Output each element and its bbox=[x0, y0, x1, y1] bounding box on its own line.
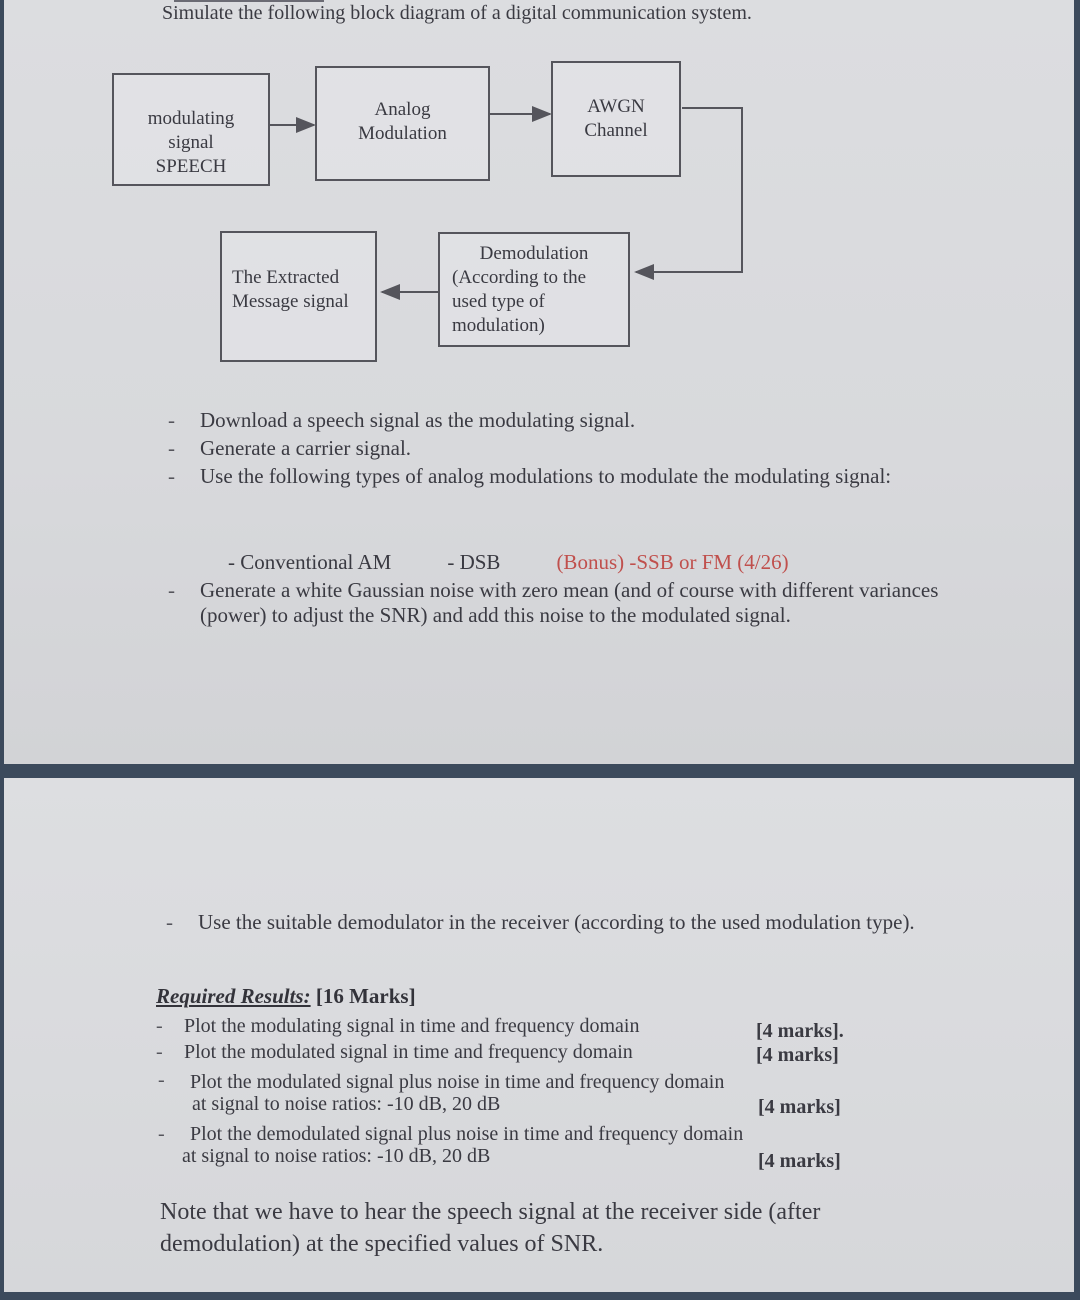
block-modulating-signal bbox=[112, 73, 270, 186]
mod-type-am: - Conventional AM bbox=[228, 550, 392, 574]
document-page-bottom bbox=[4, 778, 1074, 1292]
block-analog-line1: Analog bbox=[374, 99, 431, 120]
mod-type-bonus: (Bonus) -SSB or FM (4/26) bbox=[556, 550, 789, 574]
document-page-top bbox=[4, 0, 1074, 764]
block-demod-line2: (According to the bbox=[452, 267, 587, 288]
bullet-demodulator-text: Use the suitable demodulator in the receiver (according to the used modulation type). bbox=[198, 910, 915, 934]
req-item-1: Plot the modulating signal in time and frequency domain bbox=[184, 1015, 640, 1037]
req-item-1-marks: [4 marks]. bbox=[756, 1020, 844, 1042]
block-demodulation bbox=[438, 232, 630, 347]
req-item-3: Plot the modulated signal plus noise in time and frequency domain bbox=[190, 1071, 725, 1093]
bullet-demodulator bbox=[162, 910, 922, 935]
bullet-dash: - bbox=[166, 910, 173, 934]
bullet-modulation-types bbox=[164, 462, 964, 490]
req-item-3-marks: [4 marks] bbox=[758, 1096, 841, 1118]
required-results-title bbox=[156, 984, 416, 1009]
required-results-total: [16 Marks] bbox=[315, 984, 416, 1008]
modulation-type-list bbox=[228, 550, 789, 575]
block-demod-line4: modulation) bbox=[452, 315, 545, 336]
req-item-4-snr: at signal to noise ratios: -10 dB, 20 dB bbox=[182, 1145, 491, 1167]
task-bullet-noise bbox=[164, 578, 964, 628]
bullet-noise bbox=[164, 578, 964, 628]
bullet-carrier bbox=[164, 434, 964, 462]
block-awgn-line2: Channel bbox=[584, 120, 648, 141]
block-analog-modulation bbox=[315, 66, 490, 181]
bullet-download bbox=[164, 406, 964, 434]
req-dash: - bbox=[156, 1041, 163, 1063]
block-demod-line1: Demodulation bbox=[479, 243, 589, 264]
block-extracted-message bbox=[220, 231, 377, 362]
task-bullet-demodulator bbox=[162, 910, 922, 935]
bullet-download-text: Download a speech signal as the modulating signal. bbox=[200, 408, 636, 432]
required-results-label: Required Results: bbox=[156, 984, 311, 1008]
req-dash: - bbox=[158, 1123, 165, 1145]
req-item-3-snr: at signal to noise ratios: -10 dB, 20 dB bbox=[192, 1093, 501, 1115]
block-extracted-line1: The Extracted bbox=[232, 267, 340, 288]
block-extracted-line2: Message signal bbox=[232, 291, 349, 312]
bullet-dash: - bbox=[168, 578, 175, 602]
block-modulating-line3: SPEECH bbox=[155, 156, 227, 177]
page-heading: Simulate the following block diagram of a digital communication system. bbox=[162, 2, 752, 24]
task-bullets-top bbox=[164, 406, 964, 490]
req-item-2-marks: [4 marks] bbox=[756, 1044, 839, 1066]
req-item-2: Plot the modulated signal in time and frequency domain bbox=[184, 1041, 633, 1063]
req-dash: - bbox=[156, 1015, 163, 1037]
bullet-noise-text: Generate a white Gaussian noise with zero mean (and of course with different variances (power) to adjust the SNR) and add this noise to the modulated signal. bbox=[200, 578, 939, 627]
bullet-modulation-text: Use the following types of analog modulations to modulate the modulating signal: bbox=[200, 464, 892, 488]
closing-note: Note that we have to hear the speech signal at the receiver side (after demodulation) at the specified values of SNR. bbox=[160, 1199, 821, 1257]
bullet-dash: - bbox=[168, 408, 175, 432]
block-modulating-line1: modulating bbox=[147, 108, 235, 129]
bullet-carrier-text: Generate a carrier signal. bbox=[200, 436, 412, 460]
req-item-4: Plot the demodulated signal plus noise in time and frequency domain bbox=[190, 1123, 744, 1145]
block-awgn-channel bbox=[551, 61, 681, 177]
block-demod-line3: used type of bbox=[452, 291, 545, 312]
req-dash: - bbox=[158, 1069, 165, 1091]
block-awgn-line1: AWGN bbox=[587, 96, 645, 117]
bullet-dash: - bbox=[168, 464, 175, 488]
mod-type-dsb: - DSB bbox=[447, 550, 501, 574]
block-analog-line2: Modulation bbox=[358, 123, 447, 144]
bullet-dash: - bbox=[168, 436, 175, 460]
req-item-4-marks: [4 marks] bbox=[758, 1150, 841, 1172]
block-modulating-line2: signal bbox=[168, 132, 214, 153]
